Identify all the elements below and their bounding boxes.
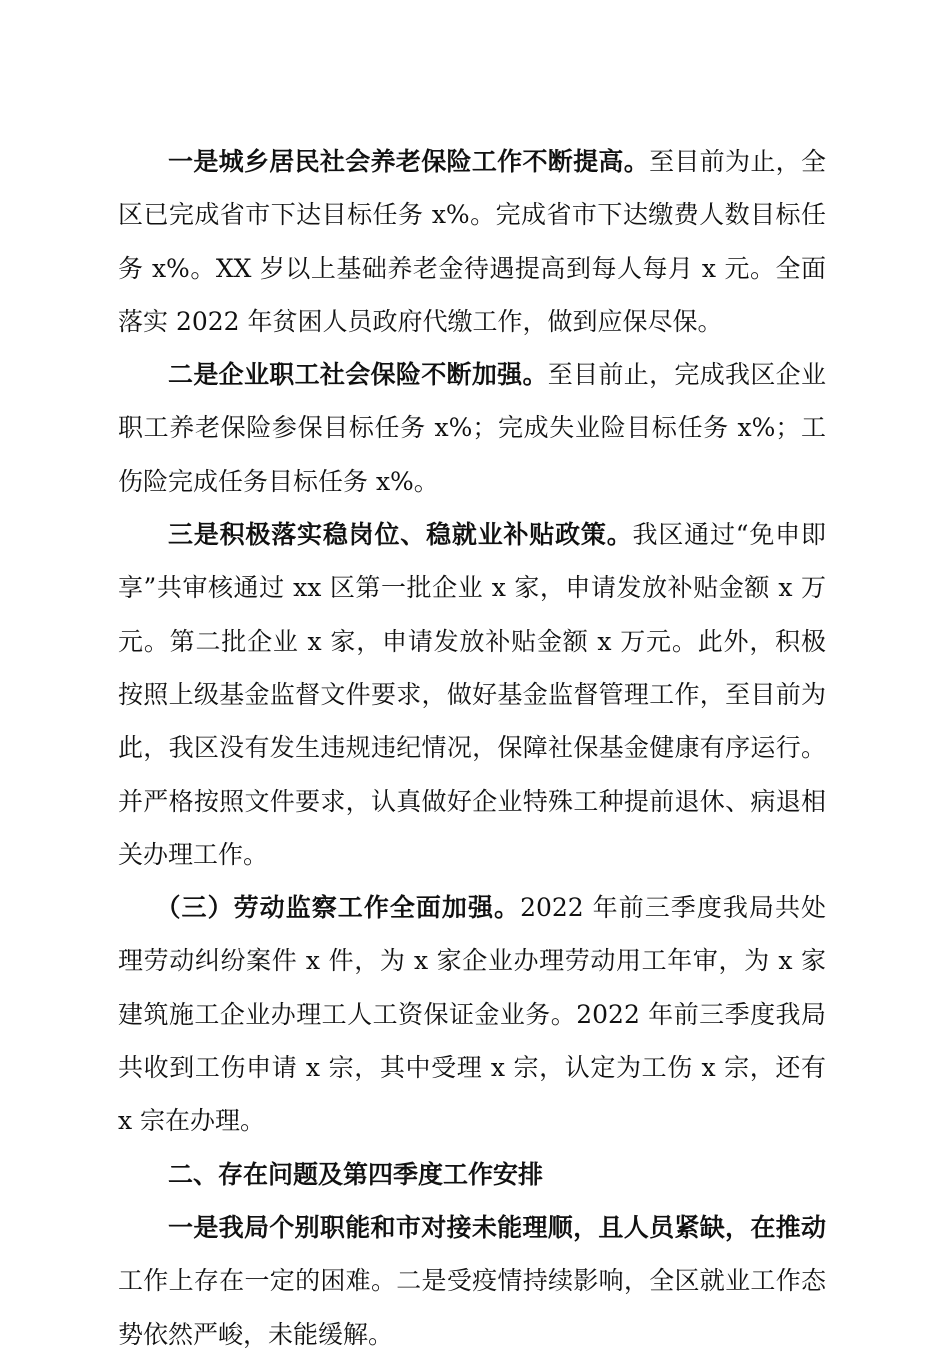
paragraph-lead: 二是企业职工社会保险不断加强。 xyxy=(168,360,548,390)
paragraph-lead: 三是积极落实稳岗位、稳就业补贴政策。 xyxy=(168,520,633,550)
paragraph-enterprise-insurance xyxy=(118,348,826,508)
paragraph-body: 我区通过“免申即享”共审核通过 xx 区第一批企业 x 家，申请发放补贴金额 x 万元。第二批企业 x 家，申请发放补贴金额 x 万元。此外，积极按照上级基金监督文件要求，做好基金监督管理工作，至目前为此，我区没有发生违规违纪情况，保障社保基金健康有序运行。并严格按照文件要求，认真做好企业特殊工种提前退休、病退相关办理工作。 xyxy=(118,520,826,869)
paragraph-lead: 一是我局个别职能和市对接未能理顺，且人员紧缺，在推动 xyxy=(168,1212,826,1242)
paragraph-body: 至目前为止，全区已完成省市下达目标任务 x%。完成省市下达缴费人数目标任务 x%。XX 岁以上基础养老金待遇提高到每人每月 x 元。全面落实 2022 年贫困人员政府代缴工作，做到应保尽保。 xyxy=(118,147,826,336)
paragraph-problems xyxy=(118,1201,826,1361)
paragraph-labor-inspection xyxy=(118,881,826,1147)
paragraph-body: 2022 年前三季度我局共处理劳动纠纷案件 x 件，为 x 家企业办理劳动用工年审，为 x 家建筑施工企业办理工人工资保证金业务。2022 年前三季度我局共收到工伤申请 x 宗，其中受理 x 宗，认定为工伤 x 宗，还有 x 宗在办理。 xyxy=(118,893,826,1136)
paragraph-urban-rural-pension xyxy=(118,135,826,348)
paragraph-lead: 一是城乡居民社会养老保险工作不断提高。 xyxy=(168,147,650,176)
paragraph-lead: （三）劳动监察工作全面加强。 xyxy=(155,893,521,923)
document-page xyxy=(118,135,826,1361)
section-heading-problems: 二、存在问题及第四季度工作安排 xyxy=(168,1159,544,1189)
paragraph-subsidy-policy xyxy=(118,508,826,881)
paragraph-body: 至目前止，完成我区企业职工养老保险参保目标任务 x%；完成失业险目标任务 x%；工伤险完成任务目标任务 x%。 xyxy=(118,360,826,496)
paragraph-body: 工作上存在一定的困难。二是受疫情持续影响，全区就业工作态势依然严峻，未能缓解。 xyxy=(118,1266,826,1349)
